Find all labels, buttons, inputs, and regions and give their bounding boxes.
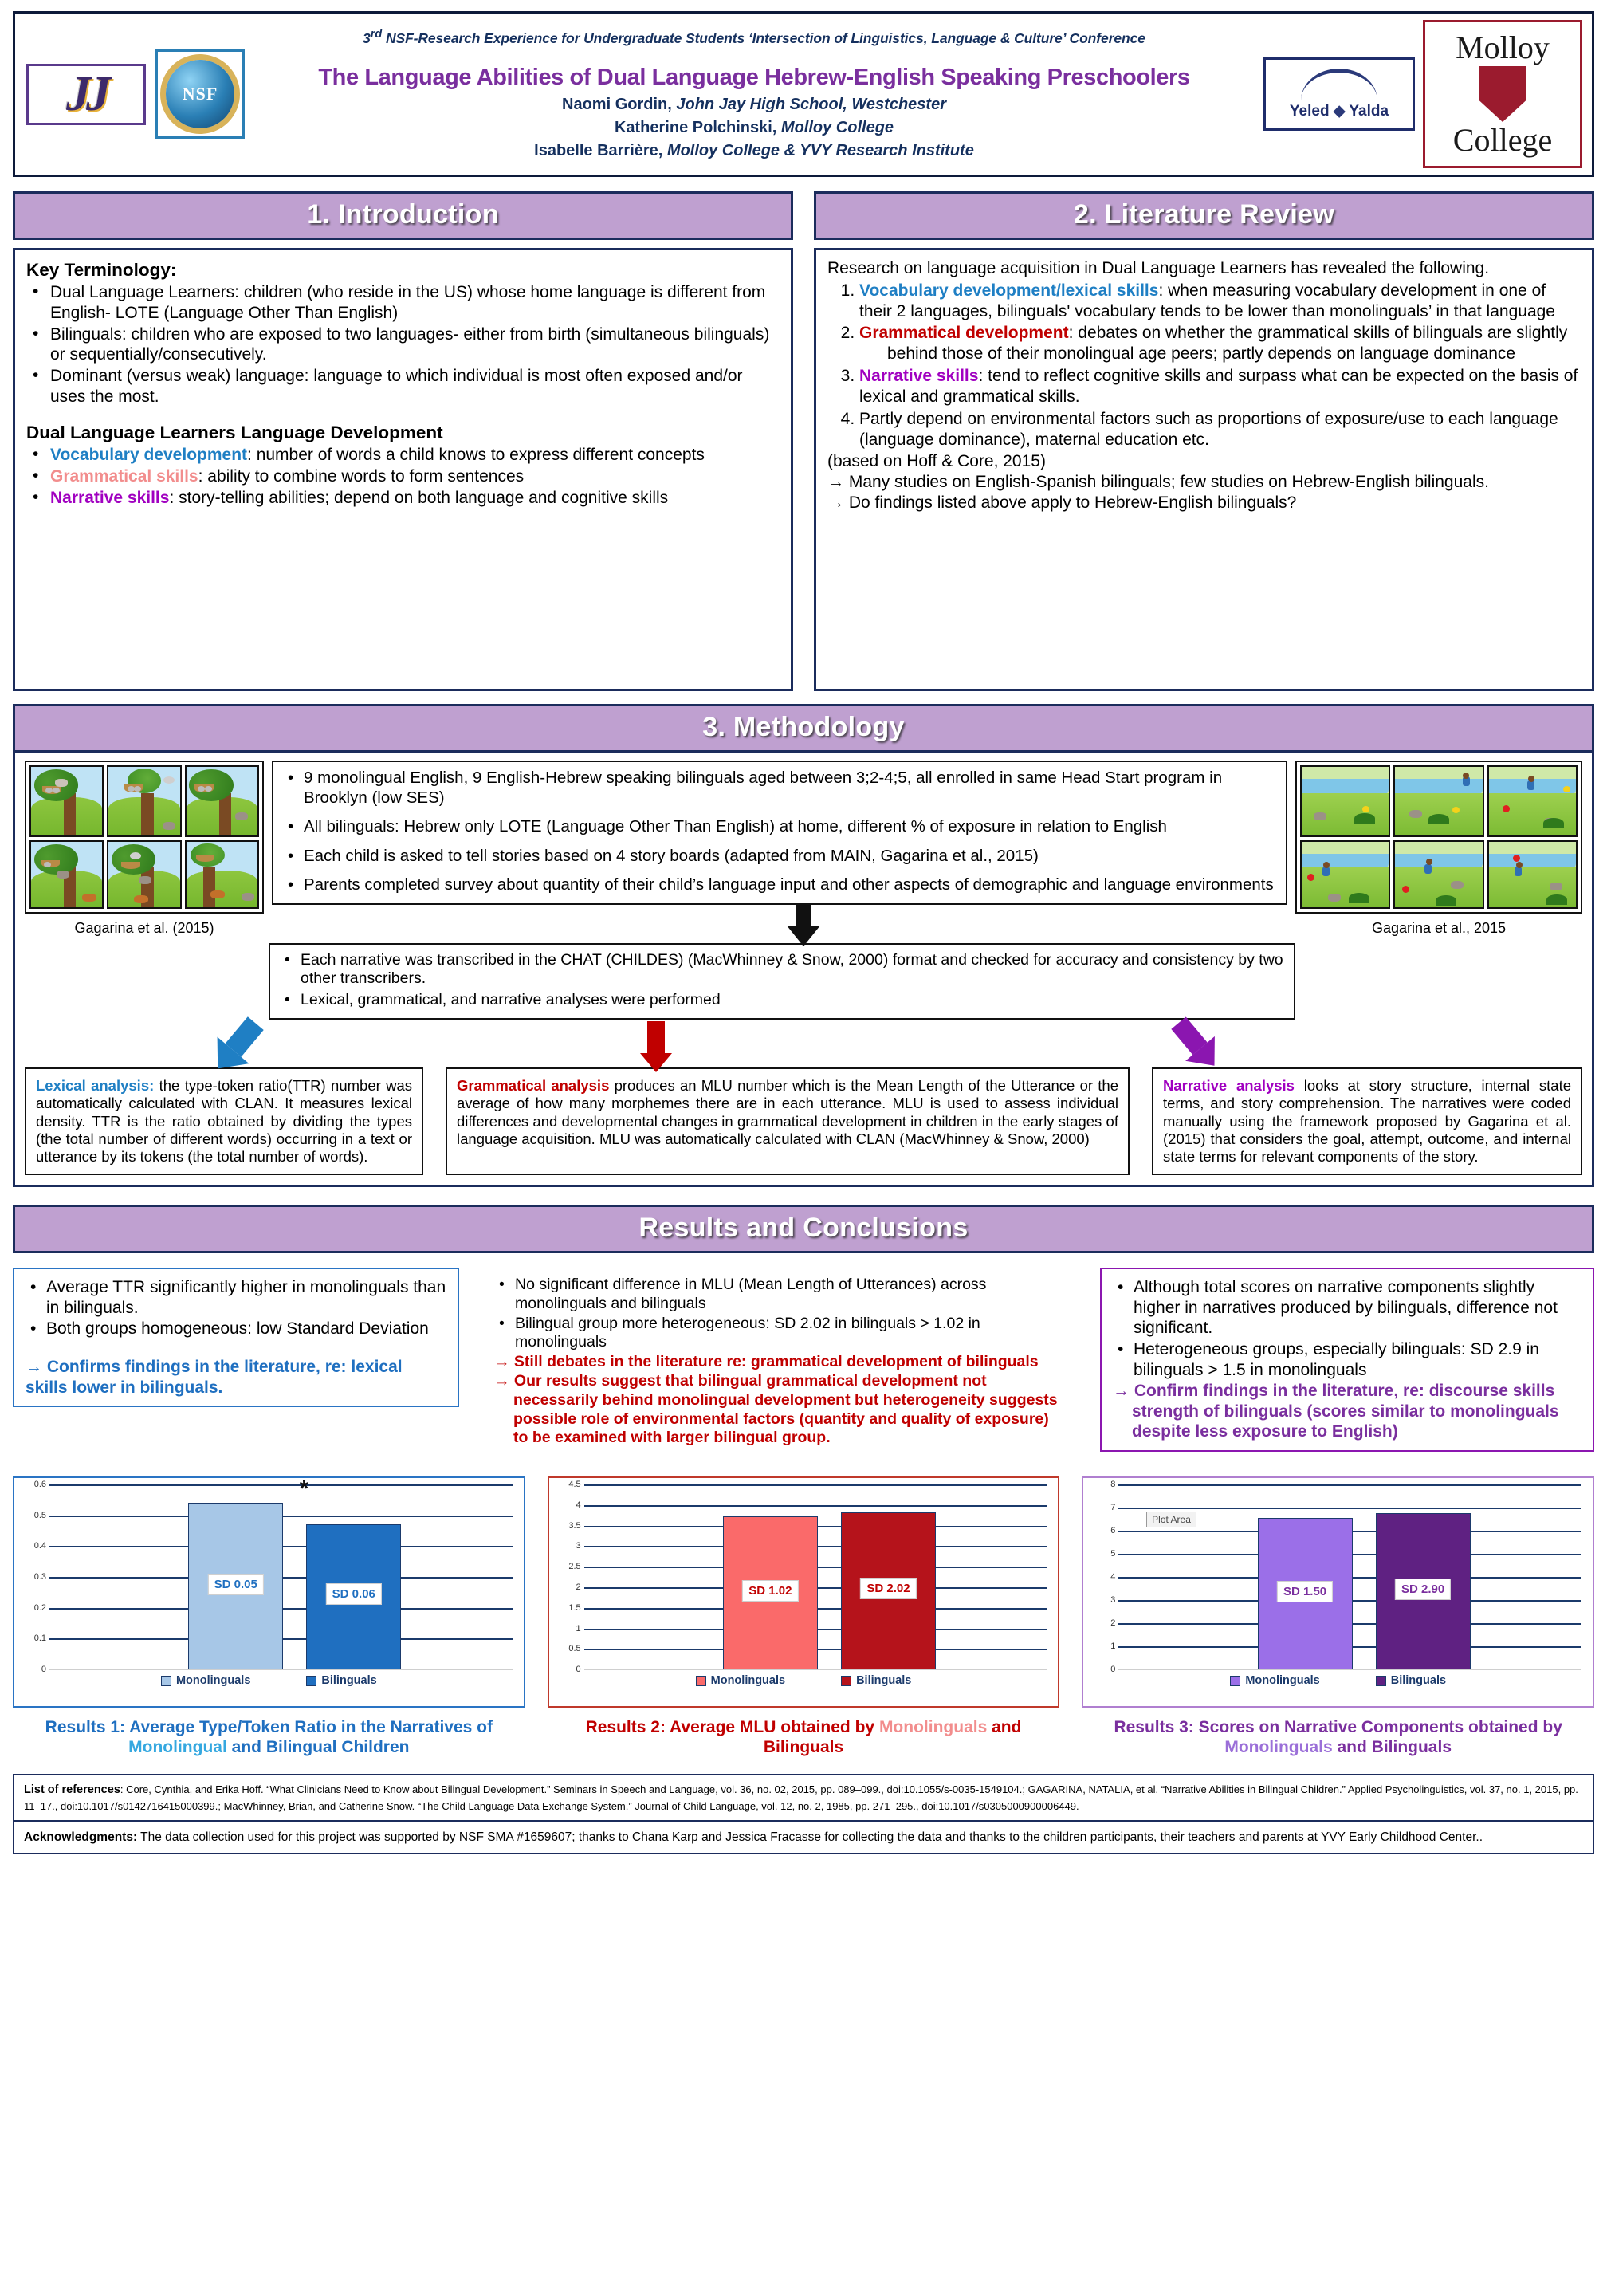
gridline	[1118, 1508, 1581, 1509]
jj-logo-box	[15, 14, 152, 175]
introduction-section	[13, 191, 793, 691]
legend-item-monolinguals: Monolinguals	[161, 1674, 250, 1687]
y-axis-tick-label: 0.3	[33, 1572, 46, 1582]
y-axis-tick-label: 0.5	[568, 1644, 581, 1654]
y-axis-tick-label: 5	[1110, 1549, 1116, 1559]
y-axis-tick-label: 4	[1110, 1572, 1116, 1582]
story-frame	[185, 840, 259, 909]
narrative-rest: : story-telling abilities; depend on both language and cognitive skills	[169, 488, 669, 507]
author-3-affil: Molloy College & YVY Research Institute	[666, 141, 974, 159]
lit-rest-2: : debates on whether the grammatical skills of bilinguals are slightly behind those of their monolingual age peers; partly depends on language dominance	[859, 324, 1568, 364]
list-item: • Both groups homogeneous: low Standard Deviation	[46, 1319, 446, 1339]
narrative-analysis-title: Narrative analysis	[1163, 1077, 1295, 1095]
bar-data-label: SD 2.90	[1395, 1578, 1451, 1600]
results-heading: Results and Conclusions	[13, 1205, 1594, 1253]
y-axis-tick-label: 0.6	[33, 1480, 46, 1490]
arrow-right-icon: →	[26, 1357, 42, 1376]
diamond-icon: ◆	[1333, 102, 1346, 120]
significance-star: *	[299, 1476, 309, 1503]
spacer	[26, 408, 780, 421]
molloy-word-1: Molloy	[1456, 29, 1550, 65]
grammatical-analysis-box	[446, 1067, 1130, 1175]
methodology-body	[13, 753, 1594, 1187]
introduction-panel	[13, 248, 793, 691]
literature-list	[827, 281, 1581, 450]
y-axis-tick-label: 3	[1110, 1595, 1116, 1606]
conference-title: NSF-Research Experience for Undergraduate Students ‘Intersection of Linguistics, Language & Culture’ Conference	[385, 29, 1145, 46]
gridline	[1118, 1484, 1581, 1486]
acknowledgments-box	[13, 1822, 1594, 1854]
results-section	[13, 1205, 1594, 1757]
story-frame	[1487, 840, 1578, 909]
transcription-box	[269, 943, 1295, 1020]
results-grammar-list	[494, 1276, 1065, 1352]
y-axis-tick-label: 0.1	[33, 1634, 46, 1644]
transcription-bullets	[280, 951, 1284, 1009]
vocab-term: Vocabulary development	[50, 445, 248, 464]
gridline	[584, 1505, 1047, 1507]
y-axis-tick-label: 3	[576, 1541, 581, 1551]
arrow-down-icon	[787, 905, 820, 946]
chart-3-caption: Results 3: Scores on Narrative Components obtained by Monolinguals and Bilinguals	[1114, 1718, 1562, 1757]
storyboard-right-wrap	[1295, 761, 1582, 937]
story-frame	[107, 765, 181, 837]
arrow-red-icon	[640, 1021, 672, 1072]
storyboard-right-credit: Gagarina et al., 2015	[1371, 920, 1507, 936]
results-narrative-list	[1113, 1277, 1581, 1380]
yalda-label: Yalda	[1349, 102, 1389, 120]
lit-rest-1: : when measuring vocabulary development in one of their 2 languages, bilinguals' vocabulary tends to be lower than monolinguals’ in that language	[859, 281, 1555, 320]
chart-3-legend	[1091, 1669, 1585, 1690]
y-axis-tick-label: 0.2	[33, 1602, 46, 1613]
chart-1-legend	[22, 1669, 516, 1690]
legend-item-bilinguals: Bilinguals	[841, 1674, 911, 1687]
list-item: • Dominant (versus weak) language: language to which individual is most often exposed and/or uses the most.	[49, 366, 780, 407]
bar-data-label: SD 1.02	[742, 1580, 798, 1602]
story-frame	[1300, 765, 1390, 837]
bar-data-label: SD 0.06	[326, 1583, 382, 1605]
methodology-bullets-box	[272, 761, 1287, 905]
chart-3-plot	[1110, 1480, 1581, 1675]
gridline	[584, 1484, 1047, 1486]
literature-arrow-2: → Do findings listed above apply to Hebrew-English bilinguals?	[827, 493, 1297, 513]
arrow-right-icon: →	[827, 473, 844, 492]
story-frame	[107, 840, 181, 909]
results-lexical-conclusion: → Confirms findings in the literature, re: lexical skills lower in bilinguals.	[26, 1357, 403, 1397]
bar-monolinguals	[188, 1503, 283, 1669]
results-narrative-box	[1100, 1268, 1594, 1452]
narrative-term: Narrative skills	[50, 488, 170, 507]
bar-bilinguals	[841, 1512, 936, 1669]
author-1-name: Naomi Gordin,	[562, 95, 672, 113]
results-grammar-conclusion-2: → Our results suggest that bilingual grammatical development not necessarily behind monolingual development but heterogeneity suggests possible role of environmental factors (quantity and quality of exposure) to be examined with larger bilingual group.	[494, 1372, 1058, 1447]
bar-data-label: SD 1.50	[1277, 1581, 1333, 1602]
grammar-term: Grammatical skills	[50, 466, 198, 486]
literature-review-section	[814, 191, 1594, 691]
grammatical-analysis-title: Grammatical analysis	[457, 1077, 610, 1095]
john-jay-logo	[26, 64, 146, 125]
results-columns	[13, 1268, 1594, 1456]
list-item: • Bilingual group more heterogeneous: SD 2.02 in bilinguals > 1.02 in monolinguals	[515, 1315, 1065, 1353]
results-lexical-list	[26, 1277, 446, 1339]
conference-ordinal: 3	[363, 29, 371, 46]
gridline	[584, 1669, 1047, 1670]
legend-item-monolinguals: Monolinguals	[1230, 1674, 1319, 1687]
list-item: • Although total scores on narrative components slightly higher in narratives produced by bilinguals, difference not significant.	[1134, 1277, 1581, 1339]
results-grammar-box	[483, 1268, 1076, 1456]
story-frame	[1487, 765, 1578, 837]
list-item: • Dual Language Learners: children (who reside in the US) whose home language is different from English- LOTE (Language Other Than English)	[49, 282, 780, 324]
chart-1-cell	[13, 1476, 525, 1757]
lit-term-1: Vocabulary development/lexical skills	[859, 281, 1159, 300]
literature-review-heading: 2. Literature Review	[814, 191, 1594, 240]
gridline	[49, 1669, 513, 1670]
story-frame	[1300, 840, 1390, 909]
y-axis-tick-label: 2.5	[568, 1562, 581, 1572]
list-item: • 9 monolingual English, 9 English-Hebrew speaking bilinguals aged between 3;2-4;5, all enrolled in same Head Start program in Brooklyn (low SES)	[304, 769, 1276, 808]
yeled-label: Yeled	[1289, 102, 1330, 120]
results-grammar-conclusion-1: → Still debates in the literature re: grammatical development of bilinguals	[494, 1353, 1039, 1371]
nsf-logo-text: NSF	[166, 60, 234, 128]
list-item	[49, 488, 780, 509]
grammar-rest: : ability to combine words to form sentences	[198, 466, 525, 486]
y-axis-tick-label: 6	[1110, 1526, 1116, 1536]
y-axis-tick-label: 0	[576, 1665, 581, 1675]
author-2-affil: Molloy College	[780, 118, 894, 136]
lit-rest-3: : tend to reflect cognitive skills and surpass what can be expected on the basis of lexical and grammatical skills.	[859, 367, 1578, 406]
list-item: • Bilinguals: children who are exposed to two languages- either from birth (simultaneous bilinguals) or sequentially/consecutively.	[49, 324, 780, 366]
key-terms-list	[28, 282, 780, 407]
acknowledgments-label: Acknowledgments:	[24, 1830, 138, 1845]
references-box	[13, 1774, 1594, 1822]
results-narrative-conclusion: → Confirm findings in the literature, re: discourse skills strength of bilinguals (scores similar to monolinguals despite less exposure to English)	[1113, 1382, 1559, 1441]
chart-1-frame	[13, 1476, 525, 1708]
legend-item-monolinguals: Monolinguals	[696, 1674, 785, 1687]
arrow-right-icon: →	[494, 1372, 510, 1390]
storyboard-bird-cat-dog	[25, 761, 264, 914]
chart-3-frame	[1082, 1476, 1594, 1708]
arrow-right-icon: →	[494, 1353, 510, 1371]
lit-term-3: Narrative skills	[859, 367, 979, 386]
arrow-right-icon: →	[827, 493, 844, 513]
y-axis-tick-label: 8	[1110, 1480, 1116, 1490]
narrative-analysis-box	[1152, 1067, 1582, 1175]
literature-intro: Research on language acquisition in Dual Language Learners has revealed the following.	[827, 259, 1490, 277]
lit-rest-4: Partly depend on environmental factors such as proportions of exposure/use to each language (language dominance), maternal education etc.	[859, 409, 1558, 449]
shield-icon	[1479, 66, 1526, 122]
methodology-bullets	[283, 769, 1276, 895]
lexical-analysis-body: the type-token ratio(TTR) number was automatically calculated with CLAN. It measures lexical density. TTR is the ratio obtained by dividing the types (the total number of different words) occurring in a text or utterance by its tokens (the total number of words).	[36, 1077, 413, 1165]
conference-line: 3rd NSF-Research Experience for Undergraduate Students ‘Intersection of Linguistics, Language & Culture’ Conference	[363, 28, 1145, 46]
molloy-word-2: College	[1452, 122, 1553, 158]
narrative-analysis-body: looks at story structure, internal state terms, and story comprehension. The narratives were coded manually using the framework proposed by Gagarina et al. (2015) that considers the goal, attempt, outcome, and internal state terms for relevant components of the story.	[1163, 1077, 1571, 1165]
list-item: • All bilinguals: Hebrew only LOTE (Language Other Than English) at home, different % of exposure in relation to English	[304, 817, 1276, 837]
y-axis-tick-label: 1.5	[568, 1602, 581, 1613]
list-item	[859, 366, 1581, 407]
bar-monolinguals	[723, 1516, 818, 1669]
story-frame	[1393, 840, 1483, 909]
literature-source: (based on Hoff & Core, 2015)	[827, 452, 1046, 471]
y-axis-tick-label: 1	[576, 1623, 581, 1634]
y-axis-tick-label: 0.4	[33, 1541, 46, 1551]
bar-bilinguals	[1376, 1513, 1471, 1670]
gridline	[1118, 1669, 1581, 1670]
bar-bilinguals	[306, 1524, 401, 1669]
lexical-analysis-box	[25, 1067, 423, 1175]
y-axis-tick-label: 2	[1110, 1618, 1116, 1629]
header-center	[245, 14, 1263, 175]
poster-footer	[13, 1774, 1594, 1855]
literature-arrow-1: → Many studies on English-Spanish bilinguals; few studies on Hebrew-English bilinguals.	[827, 473, 1489, 492]
author-3-name: Isabelle Barrière,	[534, 141, 663, 159]
list-item: • Average TTR significantly higher in monolinguals than in bilinguals.	[46, 1277, 446, 1318]
legend-item-bilinguals: Bilinguals	[306, 1674, 376, 1687]
author-2	[249, 119, 1259, 137]
methodology-section	[13, 704, 1594, 1187]
development-label: Dual Language Learners Language Development	[26, 422, 443, 442]
list-item: • Heterogeneous groups, especially bilinguals: SD 2.9 in bilinguals > 1.5 in monolinguals	[1134, 1339, 1581, 1380]
bar-data-label: SD 0.05	[208, 1574, 264, 1595]
chart-1-caption: Results 1: Average Type/Token Ratio in the Narratives of Monolingual and Bilingual Children	[45, 1718, 493, 1757]
references-label: List of references	[24, 1783, 120, 1796]
chart-2-frame	[548, 1476, 1060, 1708]
poster-header	[13, 11, 1594, 177]
chart-3-cell	[1082, 1476, 1594, 1757]
development-list	[28, 445, 780, 508]
bar-data-label: SD 2.02	[860, 1578, 916, 1599]
list-item: • Each child is asked to tell stories based on 4 story boards (adapted from MAIN, Gagarina et al., 2015)	[304, 847, 1276, 867]
arrow-right-icon: →	[1113, 1382, 1130, 1401]
author-3	[249, 142, 1259, 160]
bar-monolinguals	[1258, 1518, 1353, 1669]
y-axis-tick-label: 3.5	[568, 1520, 581, 1531]
y-axis-tick-label: 0	[1110, 1665, 1116, 1675]
list-item	[859, 409, 1581, 450]
results-lexical-box	[13, 1268, 459, 1407]
nsf-logo	[155, 49, 245, 139]
gridline	[49, 1484, 513, 1486]
y-axis-tick-label: 4	[576, 1500, 581, 1510]
lit-term-2: Grammatical development	[859, 324, 1069, 343]
y-axis-tick-label: 1	[1110, 1641, 1116, 1652]
chart-2-legend	[557, 1669, 1051, 1690]
list-item: • Lexical, grammatical, and narrative analyses were performed	[301, 991, 1284, 1009]
literature-review-panel	[814, 248, 1594, 691]
legend-item-bilinguals: Bilinguals	[1376, 1674, 1446, 1687]
y-axis-tick-label: 2	[576, 1582, 581, 1593]
storyboard-cat-boy-ball	[1295, 761, 1582, 914]
list-item: • Each narrative was transcribed in the CHAT (CHILDES) (MacWhinney & Snow, 2000) format and checked for accuracy and consistency by two other transcribers.	[301, 951, 1284, 989]
storyboard-left-credit: Gagarina et al. (2015)	[74, 920, 214, 936]
y-axis-tick-label: 0	[41, 1665, 46, 1675]
charts-row	[13, 1476, 1594, 1757]
grammatical-analysis-body: produces an MLU number which is the Mean Length of the Utterance or the average of how many morphemes there are in each utterance. MLU is used to assess individual differences and developmental changes in grammatical development in children in the early stages of language acquisition. MLU was automatically calculated with CLAN (MacWhinney & Snow, 2000)	[457, 1077, 1119, 1147]
list-item: • Parents completed survey about quantity of their child’s language input and other aspects of demographic and language environments	[304, 875, 1276, 895]
author-2-name: Katherine Polchinski,	[614, 118, 777, 136]
jj-logo-text: JJ	[66, 66, 106, 121]
top-sections-row	[13, 191, 1594, 691]
key-terminology-label: Key Terminology:	[26, 260, 177, 280]
y-axis-tick-label: 0.5	[33, 1510, 46, 1520]
plot-area-tag: Plot Area	[1146, 1512, 1196, 1527]
chart-2-cell	[548, 1476, 1060, 1757]
storyboard-left-wrap	[25, 761, 264, 937]
y-axis-tick-label: 7	[1110, 1503, 1116, 1513]
list-item	[49, 445, 780, 466]
list-item: • No significant difference in MLU (Mean Length of Utterances) across monolinguals and bilinguals	[515, 1276, 1065, 1314]
list-item	[49, 466, 780, 487]
story-frame	[185, 765, 259, 837]
story-frame	[1393, 765, 1483, 837]
acknowledgments-text: The data collection used for this project was supported by NSF SMA #1659607; thanks to Chana Karp and Jessica Fracasse for collecting the data and thanks to the children participants, their teachers and parents at YVY Early Childhood Center..	[137, 1830, 1483, 1845]
analysis-row	[25, 1067, 1582, 1175]
story-frame	[29, 765, 104, 837]
story-frame	[29, 840, 104, 909]
chart-1-plot	[33, 1476, 513, 1675]
chart-2-plot	[568, 1480, 1047, 1675]
lexical-analysis-title: Lexical analysis:	[36, 1077, 155, 1095]
page-title: The Language Abilities of Dual Language Hebrew-English Speaking Preschoolers	[318, 64, 1190, 90]
yeled-yalda-logo	[1263, 57, 1415, 131]
list-item	[859, 281, 1581, 322]
chart-2-caption: Results 2: Average MLU obtained by Monolinguals and Bilinguals	[585, 1718, 1022, 1757]
introduction-heading: 1. Introduction	[13, 191, 793, 240]
author-1-affil: John Jay High School, Westchester	[676, 95, 946, 113]
arc-icon	[1301, 69, 1377, 100]
list-item	[859, 323, 1581, 364]
vocab-rest: : number of words a child knows to express different concepts	[247, 445, 705, 464]
author-1	[249, 96, 1259, 114]
yeled-yalda-text	[1290, 102, 1389, 120]
y-axis-tick-label: 4.5	[568, 1480, 581, 1490]
references-text: : Core, Cynthia, and Erika Hoff. “What Clinicians Need to Know about Bilingual Development.” Seminars in Speech and Language, vol. 36, no. 02, 2015, pp. 089–099., doi:10.1055/s-0035-1549104.; GAGARINA, NATALIA, et al. “Narrative Abilities in Bilingual Children.” Applied Psycholinguistics, vol. 37, no. 1, 2015, pp. 11–17., doi:10.1017/s0142716415000399.; MacWhinney, Brian, and Catherine Snow. “The Child Language Data Exchange System.” Journal of Child Language, vol. 12, no. 2, 1985, pp. 271–295., doi:10.1017/s0305000900006449.	[24, 1783, 1578, 1812]
methodology-heading: 3. Methodology	[13, 704, 1594, 753]
molloy-college-logo	[1423, 20, 1582, 168]
